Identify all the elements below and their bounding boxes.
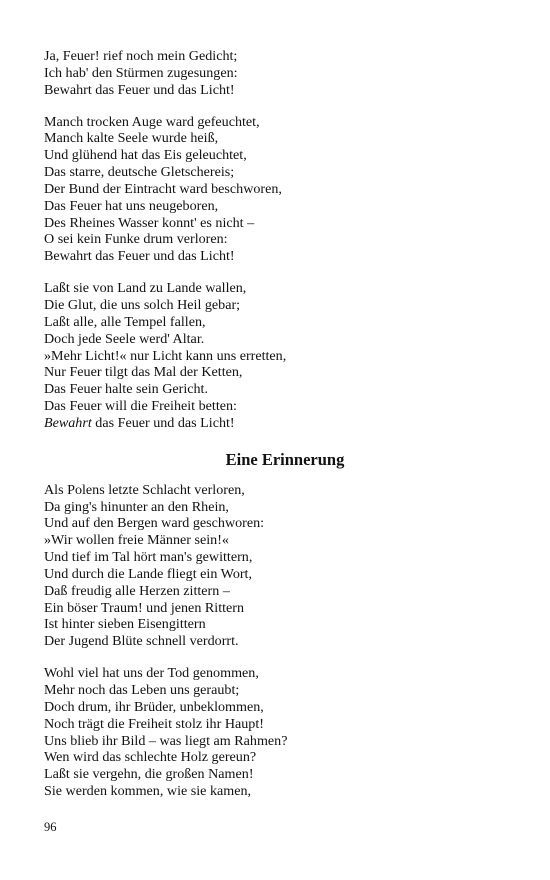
poem-page xyxy=(44,48,514,815)
verse-text: das Feuer und das Licht! xyxy=(91,414,235,431)
page-number: 96 xyxy=(44,820,57,834)
verse-line: Ein böser Traum! und jenen Rittern xyxy=(44,599,245,616)
verse-line: Laßt alle, alle Tempel fallen, xyxy=(44,313,206,330)
verse-line: O sei kein Funke drum verloren: xyxy=(44,231,228,248)
verse-emphasis: Bewahrt xyxy=(44,414,92,431)
verse-line: Daß freudig alle Herzen zittern – xyxy=(44,582,230,599)
verse-line: Und tief im Tal hört man's gewittern, xyxy=(44,549,253,566)
stanza xyxy=(44,482,514,650)
verse-line: Uns blieb ihr Bild – was liegt am Rahmen? xyxy=(44,732,288,749)
verse-line: Nur Feuer tilgt das Mal der Ketten, xyxy=(44,364,243,381)
verse-line: Als Polens letzte Schlacht verloren, xyxy=(44,481,245,498)
verse-line: Doch jede Seele werd' Altar. xyxy=(44,330,205,347)
verse-line: Laßt sie von Land zu Lande wallen, xyxy=(44,280,247,297)
section-heading: Eine Erinnerung xyxy=(225,449,345,469)
verse-line: Ja, Feuer! rief noch mein Gedicht; xyxy=(44,48,238,64)
verse-line: Das Feuer will die Freiheit betten: xyxy=(44,398,237,415)
verse-line: Ist hinter sieben Eisengittern xyxy=(44,616,206,633)
verse-line: Bewahrt das Feuer und das Licht! xyxy=(44,81,235,98)
verse-line: »Mehr Licht!« nur Licht kann uns erretten, xyxy=(44,347,287,364)
verse-line: Das starre, deutsche Gletschereis; xyxy=(44,164,235,181)
verse-line: Der Jugend Blüte schnell verdorrt. xyxy=(44,633,239,650)
verse-line: Manch kalte Seele wurde heiß, xyxy=(44,130,219,147)
verse-line: Und auf den Bergen ward geschworen: xyxy=(44,515,265,532)
verse-line: Da ging's hinunter an den Rhein, xyxy=(44,498,229,515)
verse-line: Das Feuer halte sein Gericht. xyxy=(44,381,208,398)
verse-line: Sie werden kommen, wie sie kamen, xyxy=(44,783,252,800)
stanza xyxy=(44,48,514,99)
verse-line: Die Glut, die uns solch Heil gebar; xyxy=(44,296,241,313)
verse-line xyxy=(44,415,514,432)
verse-line: Und durch die Lande fliegt ein Wort, xyxy=(44,565,252,582)
verse-line: Noch trägt die Freiheit stolz ihr Haupt! xyxy=(44,715,264,732)
stanza xyxy=(44,665,514,800)
verse-line: Das Feuer hat uns neugeboren, xyxy=(44,197,219,214)
verse-line: Bewahrt das Feuer und das Licht! xyxy=(44,248,235,265)
verse-line: Ich hab' den Stürmen zugesungen: xyxy=(44,64,238,81)
verse-line: Und glühend hat das Eis geleuchtet, xyxy=(44,147,247,164)
verse-line: Laßt sie vergehn, die großen Namen! xyxy=(44,766,254,783)
verse-line: Doch drum, ihr Brüder, unbeklommen, xyxy=(44,698,264,715)
verse-line: Des Rheines Wasser konnt' es nicht – xyxy=(44,214,255,231)
verse-line: Manch trocken Auge ward gefeuchtet, xyxy=(44,113,260,130)
stanza xyxy=(44,280,514,432)
verse-line: »Wir wollen freie Männer sein!« xyxy=(44,532,229,549)
stanza xyxy=(44,114,514,266)
verse-line: Mehr noch das Leben uns geraubt; xyxy=(44,682,240,698)
verse-line: Der Bund der Eintracht ward beschworen, xyxy=(44,180,282,197)
verse-line: Wen wird das schlechte Holz gereun? xyxy=(44,749,257,766)
verse-line: Wohl viel hat uns der Tod genommen, xyxy=(44,665,259,682)
